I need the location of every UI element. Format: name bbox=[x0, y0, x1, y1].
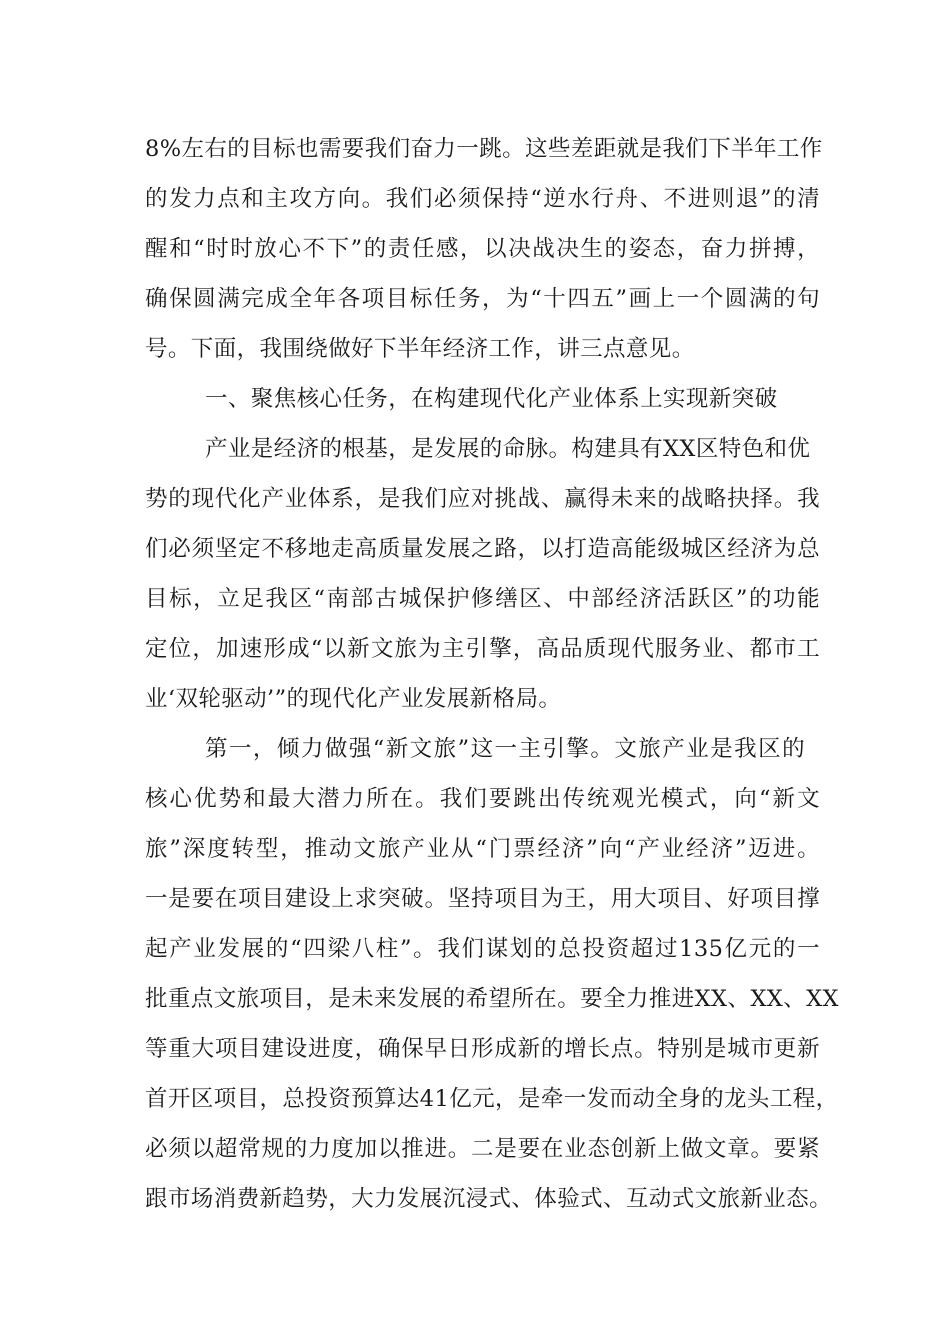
body-text-line: 8%左右的目标也需要我们奋力一跳。这些差距就是我们下半年工作 bbox=[145, 136, 823, 162]
body-text-line: 批重点文旅项目，是未来发展的希望所在。要全力推进XX、XX、XX bbox=[145, 986, 839, 1012]
body-text-line: 确保圆满完成全年各项目标任务，为“十四五”画上一个圆满的句 bbox=[145, 286, 820, 312]
body-text-line: 必须以超常规的力度加以推进。二是要在业态创新上做文章。要紧 bbox=[145, 1136, 820, 1162]
body-text-line: 业‘双轮驱动’”的现代化产业发展新格局。 bbox=[145, 686, 562, 712]
body-text-line: 首开区项目，总投资预算达41亿元，是牵一发而动全身的龙头工程， bbox=[145, 1086, 839, 1112]
paragraph-first-line: 产业是经济的根基，是发展的命脉。构建具有XX区特色和优 bbox=[205, 436, 811, 462]
paragraph-first-line: 第一，倾力做强“新文旅”这一主引擎。文旅产业是我区的 bbox=[205, 736, 805, 762]
body-text-line: 旅”深度转型，推动文旅产业从“门票经济”向“产业经济”迈进。 bbox=[145, 836, 820, 862]
body-text-line: 们必须坚定不移地走高质量发展之路，以打造高能级城区经济为总 bbox=[145, 536, 820, 562]
body-text-line: 醒和“时时放心不下”的责任感，以决战决生的姿态，奋力拼搏， bbox=[145, 236, 820, 262]
body-text-line: 等重大项目建设进度，确保早日形成新的增长点。特别是城市更新 bbox=[145, 1036, 820, 1062]
body-text-line: 跟市场消费新趋势，大力发展沉浸式、体验式、互动式文旅新业态。 bbox=[145, 1186, 833, 1212]
body-text-line: 目标，立足我区“南部古城保护修缮区、中部经济活跃区”的功能 bbox=[145, 586, 820, 612]
body-text-line: 势的现代化产业体系，是我们应对挑战、赢得未来的战略抉择。我 bbox=[145, 486, 820, 512]
body-text-line: 号。下面，我围绕做好下半年经济工作，讲三点意见。 bbox=[145, 336, 695, 362]
body-text-line: 核心优势和最大潜力所在。我们要跳出传统观光模式，向“新文 bbox=[145, 786, 820, 812]
body-text-line: 一是要在项目建设上求突破。坚持项目为王，用大项目、好项目撑 bbox=[145, 886, 820, 912]
section-heading: 一、聚焦核心任务，在构建现代化产业体系上实现新突破 bbox=[205, 386, 778, 412]
body-text-line: 定位，加速形成“以新文旅为主引擎，高品质现代服务业、都市工 bbox=[145, 636, 820, 662]
body-text-line: 的发力点和主攻方向。我们必须保持“逆水行舟、不进则退”的清 bbox=[145, 186, 820, 212]
body-text-line: 起产业发展的“四梁八柱”。我们谋划的总投资超过135亿元的一 bbox=[145, 936, 820, 962]
